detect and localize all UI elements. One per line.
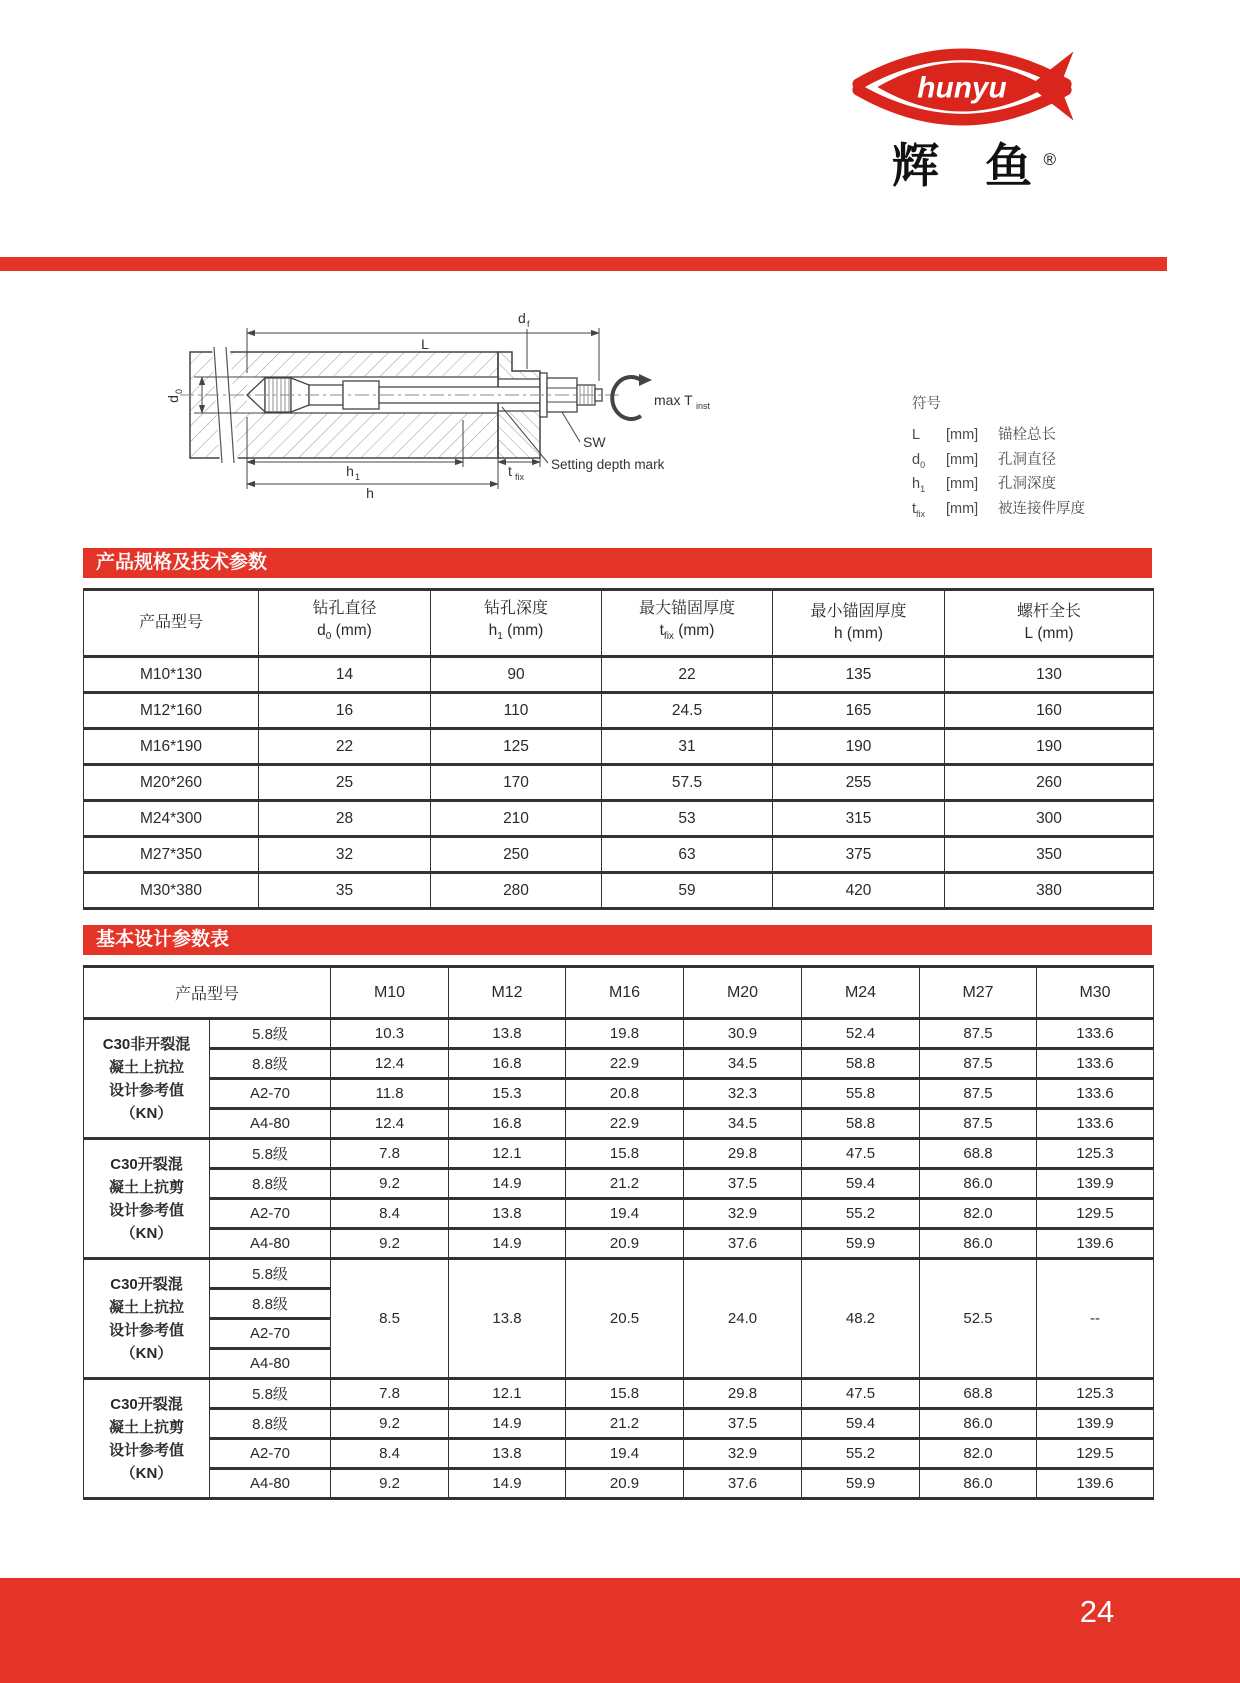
value-cell: 9.2 — [331, 1409, 449, 1439]
value-cell: 59.4 — [802, 1409, 920, 1439]
svg-text:d: d — [165, 395, 181, 403]
brand-char-1: 辉 — [892, 139, 939, 192]
value-cell: 20.5 — [566, 1259, 684, 1379]
dim-fixture-thickness-label: t — [508, 463, 512, 479]
spec-row — [84, 729, 1154, 765]
svg-text:inst: inst — [696, 401, 711, 411]
value-cell: 129.5 — [1037, 1199, 1154, 1229]
value-cell: 255 — [773, 765, 945, 801]
design-row — [84, 1229, 1154, 1259]
value-cell: 15.8 — [566, 1379, 684, 1409]
design-model-col-header: M30 — [1037, 967, 1154, 1019]
value-cell: 82.0 — [920, 1439, 1037, 1469]
value-cell: 32.3 — [684, 1079, 802, 1109]
value-cell: 14.9 — [449, 1169, 566, 1199]
value-cell: 63 — [602, 837, 773, 873]
value-cell: 59.9 — [802, 1229, 920, 1259]
dim-hole-diameter-label — [165, 389, 184, 403]
value-cell: 53 — [602, 801, 773, 837]
value-cell: 58.8 — [802, 1109, 920, 1139]
value-cell: 12.4 — [331, 1109, 449, 1139]
value-cell: 130 — [945, 657, 1154, 693]
value-cell: 25 — [259, 765, 431, 801]
design-section-label-line: （KN） — [120, 1464, 173, 1482]
value-cell: 47.5 — [802, 1139, 920, 1169]
model-cell: M20*260 — [84, 765, 259, 801]
value-cell: -- — [1037, 1259, 1154, 1379]
design-table-header-row — [84, 967, 1154, 1019]
value-cell: 87.5 — [920, 1109, 1037, 1139]
value-cell: 13.8 — [449, 1439, 566, 1469]
design-section-label-line: C30开裂混 — [110, 1155, 183, 1173]
value-cell: 24.5 — [602, 693, 773, 729]
value-cell: 190 — [773, 729, 945, 765]
legend-symbol: $h_1$ — [912, 476, 926, 494]
value-cell: 24.0 — [684, 1259, 802, 1379]
value-cell: 59.4 — [802, 1169, 920, 1199]
dim-min-thickness-label: h — [366, 485, 374, 501]
value-cell: 375 — [773, 837, 945, 873]
grade-cell: A4-80 — [210, 1469, 331, 1499]
dim-total-length-label: L — [421, 336, 429, 352]
grade-cell: A2-70 — [210, 1319, 331, 1349]
spec-header-title: 钻孔直径 — [312, 599, 377, 617]
design-row — [84, 1409, 1154, 1439]
wrench-size-leader — [562, 412, 580, 442]
value-cell: 133.6 — [1037, 1109, 1154, 1139]
value-cell: 160 — [945, 693, 1154, 729]
design-row — [84, 1469, 1154, 1499]
legend-rows — [912, 423, 1192, 521]
value-cell: 133.6 — [1037, 1049, 1154, 1079]
design-section-label-line: 凝土上抗拉 — [108, 1298, 184, 1316]
top-divider-bar — [0, 257, 1167, 271]
design-section-label-line: 设计参考值 — [108, 1081, 184, 1099]
legend-desc: 孔洞直径 — [998, 451, 1056, 468]
spec-header-cell — [259, 590, 431, 657]
value-cell: 12.1 — [449, 1139, 566, 1169]
value-cell: 8.4 — [331, 1199, 449, 1229]
dim-flange-label: d — [518, 310, 526, 326]
value-cell: 86.0 — [920, 1229, 1037, 1259]
grade-cell: 8.8级 — [210, 1409, 331, 1439]
design-model-col-header: M16 — [566, 967, 684, 1019]
grade-cell: 5.8级 — [210, 1379, 331, 1409]
model-cell: M12*160 — [84, 693, 259, 729]
spec-section-header: 产品规格及技术参数 — [83, 548, 1152, 578]
spec-header-symbol: h (mm) — [833, 625, 884, 642]
value-cell: 22 — [259, 729, 431, 765]
page-number: 24 — [1079, 1594, 1115, 1629]
value-cell: 210 — [431, 801, 602, 837]
grade-cell: 8.8级 — [210, 1049, 331, 1079]
value-cell: 48.2 — [802, 1259, 920, 1379]
design-row — [84, 1139, 1154, 1169]
design-section-label-line: （KN） — [120, 1104, 173, 1122]
spec-table-header-row — [84, 590, 1154, 657]
brand-char-2: 鱼 ® — [985, 140, 1032, 192]
value-cell: 190 — [945, 729, 1154, 765]
grade-cell: A2-70 — [210, 1079, 331, 1109]
value-cell: 315 — [773, 801, 945, 837]
design-row — [84, 1199, 1154, 1229]
value-cell: 20.8 — [566, 1079, 684, 1109]
spec-header-symbol: $h_1$ (mm) — [488, 621, 544, 643]
spec-header-title: 产品型号 — [138, 614, 203, 631]
legend-unit: [mm] — [946, 476, 979, 492]
value-cell: 350 — [945, 837, 1154, 873]
design-model-col-header: M10 — [331, 967, 449, 1019]
spec-header-title: 最大锚固厚度 — [638, 599, 735, 617]
value-cell: 32 — [259, 837, 431, 873]
spec-row — [84, 837, 1154, 873]
value-cell: 420 — [773, 873, 945, 909]
grade-cell: 5.8级 — [210, 1259, 331, 1289]
svg-text:f: f — [527, 319, 530, 329]
legend-symbol: $d_0$ — [912, 451, 926, 470]
spec-header-title: 最小锚固厚度 — [810, 603, 907, 620]
brand-name-cn — [846, 140, 1078, 192]
value-cell: 139.6 — [1037, 1469, 1154, 1499]
design-section-label — [84, 1379, 210, 1499]
design-row — [84, 1379, 1154, 1409]
value-cell: 110 — [431, 693, 602, 729]
value-cell: 86.0 — [920, 1469, 1037, 1499]
spec-row — [84, 873, 1154, 909]
value-cell: 13.8 — [449, 1019, 566, 1049]
value-cell: 8.4 — [331, 1439, 449, 1469]
value-cell: 37.5 — [684, 1409, 802, 1439]
value-cell: 29.8 — [684, 1139, 802, 1169]
design-model-col-header: M24 — [802, 967, 920, 1019]
value-cell: 170 — [431, 765, 602, 801]
value-cell: 87.5 — [920, 1049, 1037, 1079]
fixture-plate — [498, 352, 540, 458]
svg-text:0: 0 — [174, 388, 184, 394]
value-cell: 32.9 — [684, 1199, 802, 1229]
value-cell: 19.4 — [566, 1439, 684, 1469]
svg-text:1: 1 — [355, 472, 361, 482]
value-cell: 20.9 — [566, 1229, 684, 1259]
design-section-label-line: （KN） — [120, 1224, 173, 1242]
grade-cell: A4-80 — [210, 1349, 331, 1379]
brand-script-name: hunyu — [917, 71, 1007, 105]
spec-header-title: 钻孔深度 — [483, 599, 548, 617]
value-cell: 20.9 — [566, 1469, 684, 1499]
design-section-label-line: 凝土上抗剪 — [108, 1178, 184, 1196]
model-cell: M16*190 — [84, 729, 259, 765]
legend-symbol: L — [912, 427, 921, 443]
footer-band — [0, 1578, 1240, 1683]
dim-hole-depth-label: h — [346, 463, 354, 479]
spec-header-cell — [945, 590, 1154, 657]
value-cell: 22 — [602, 657, 773, 693]
value-cell: 14 — [259, 657, 431, 693]
design-model-col-header: M27 — [920, 967, 1037, 1019]
value-cell: 19.8 — [566, 1019, 684, 1049]
grade-cell: A2-70 — [210, 1199, 331, 1229]
value-cell: 139.9 — [1037, 1409, 1154, 1439]
grade-cell: A4-80 — [210, 1229, 331, 1259]
svg-text:fix: fix — [515, 472, 524, 482]
value-cell: 59.9 — [802, 1469, 920, 1499]
value-cell: 22.9 — [566, 1109, 684, 1139]
value-cell: 15.3 — [449, 1079, 566, 1109]
design-model-header: 产品型号 — [84, 967, 331, 1019]
grade-cell: 5.8级 — [210, 1019, 331, 1049]
value-cell: 19.4 — [566, 1199, 684, 1229]
spec-header-cell — [773, 590, 945, 657]
value-cell: 59 — [602, 873, 773, 909]
design-section-label — [84, 1019, 210, 1139]
value-cell: 34.5 — [684, 1109, 802, 1139]
design-model-col-header: M12 — [449, 967, 566, 1019]
spec-row — [84, 657, 1154, 693]
value-cell: 47.5 — [802, 1379, 920, 1409]
value-cell: 11.8 — [331, 1079, 449, 1109]
value-cell: 139.6 — [1037, 1229, 1154, 1259]
design-section-label-line: 凝土上抗拉 — [108, 1058, 184, 1076]
design-section-label-line: C30开裂混 — [110, 1275, 183, 1293]
value-cell: 280 — [431, 873, 602, 909]
spec-row — [84, 801, 1154, 837]
grade-cell: 5.8级 — [210, 1139, 331, 1169]
value-cell: 82.0 — [920, 1199, 1037, 1229]
model-cell: M24*300 — [84, 801, 259, 837]
spec-header-cell — [84, 590, 259, 657]
value-cell: 30.9 — [684, 1019, 802, 1049]
design-section-header: 基本设计参数表 — [83, 925, 1152, 955]
value-cell: 22.9 — [566, 1049, 684, 1079]
grade-cell: 8.8级 — [210, 1289, 331, 1319]
value-cell: 21.2 — [566, 1169, 684, 1199]
value-cell: 139.9 — [1037, 1169, 1154, 1199]
value-cell: 7.8 — [331, 1379, 449, 1409]
value-cell: 68.8 — [920, 1379, 1037, 1409]
value-cell: 129.5 — [1037, 1439, 1154, 1469]
design-section-label — [84, 1139, 210, 1259]
wrench-size-label: SW — [583, 434, 606, 450]
value-cell: 135 — [773, 657, 945, 693]
design-row — [84, 1019, 1154, 1049]
value-cell: 37.6 — [684, 1229, 802, 1259]
value-cell: 13.8 — [449, 1259, 566, 1379]
legend-desc: 锚栓总长 — [998, 427, 1056, 443]
spec-header-symbol: $d_0$ (mm) — [317, 621, 372, 643]
spec-header-cell — [602, 590, 773, 657]
value-cell: 68.8 — [920, 1139, 1037, 1169]
spec-row — [84, 693, 1154, 729]
design-row — [84, 1439, 1154, 1469]
value-cell: 37.5 — [684, 1169, 802, 1199]
spec-row — [84, 765, 1154, 801]
design-section-label — [84, 1259, 210, 1379]
value-cell: 300 — [945, 801, 1154, 837]
design-table — [83, 965, 1154, 1500]
value-cell: 13.8 — [449, 1199, 566, 1229]
value-cell: 8.5 — [331, 1259, 449, 1379]
legend-desc: 孔洞深度 — [998, 476, 1056, 492]
dim-fixture-thickness — [498, 458, 540, 467]
spec-header-symbol: $t_{fix}$ (mm) — [659, 621, 715, 643]
dim-flange — [518, 310, 530, 369]
symbol-legend — [912, 392, 1192, 521]
legend-title: 符号 — [912, 396, 941, 412]
design-row — [84, 1169, 1154, 1199]
design-section-label-line: 设计参考值 — [108, 1201, 184, 1219]
value-cell: 9.2 — [331, 1229, 449, 1259]
value-cell: 37.6 — [684, 1469, 802, 1499]
value-cell: 133.6 — [1037, 1019, 1154, 1049]
legend-row — [912, 472, 1192, 497]
legend-unit: [mm] — [946, 451, 979, 468]
design-section-label-line: 设计参考值 — [108, 1321, 184, 1339]
value-cell: 9.2 — [331, 1169, 449, 1199]
value-cell: 86.0 — [920, 1409, 1037, 1439]
design-section-label-line: 设计参考值 — [108, 1441, 184, 1459]
rotation-arrow-icon — [612, 374, 652, 419]
torque-label: max T — [654, 392, 693, 408]
spec-table — [83, 588, 1154, 910]
value-cell: 87.5 — [920, 1079, 1037, 1109]
value-cell: 250 — [431, 837, 602, 873]
grade-cell: A2-70 — [210, 1439, 331, 1469]
value-cell: 86.0 — [920, 1169, 1037, 1199]
design-row — [84, 1109, 1154, 1139]
value-cell: 7.8 — [331, 1139, 449, 1169]
value-cell: 55.8 — [802, 1079, 920, 1109]
value-cell: 125.3 — [1037, 1139, 1154, 1169]
value-cell: 21.2 — [566, 1409, 684, 1439]
value-cell: 12.1 — [449, 1379, 566, 1409]
grade-cell: 8.8级 — [210, 1169, 331, 1199]
value-cell: 28 — [259, 801, 431, 837]
spec-header-symbol: L (mm) — [1024, 625, 1074, 642]
value-cell: 15.8 — [566, 1139, 684, 1169]
value-cell: 52.5 — [920, 1259, 1037, 1379]
legend-unit: [mm] — [946, 500, 979, 517]
design-row — [84, 1259, 1154, 1289]
anchor-bolt-diagram — [150, 295, 840, 530]
value-cell: 133.6 — [1037, 1079, 1154, 1109]
value-cell: 165 — [773, 693, 945, 729]
value-cell: 12.4 — [331, 1049, 449, 1079]
depth-mark-label: Setting depth mark — [551, 457, 665, 472]
value-cell: 380 — [945, 873, 1154, 909]
design-section-label-line: 凝土上抗剪 — [108, 1418, 184, 1436]
spec-header-title: 螺杆全长 — [1016, 603, 1081, 620]
value-cell: 34.5 — [684, 1049, 802, 1079]
grade-cell: A4-80 — [210, 1109, 331, 1139]
design-section-label-line: （KN） — [120, 1344, 173, 1362]
design-row — [84, 1079, 1154, 1109]
spec-header-cell — [431, 590, 602, 657]
value-cell: 55.2 — [802, 1199, 920, 1229]
design-section-label-line: C30非开裂混 — [102, 1035, 191, 1053]
value-cell: 125.3 — [1037, 1379, 1154, 1409]
value-cell: 14.9 — [449, 1229, 566, 1259]
design-section-label-line: C30开裂混 — [110, 1395, 183, 1413]
value-cell: 16.8 — [449, 1109, 566, 1139]
value-cell: 9.2 — [331, 1469, 449, 1499]
value-cell: 29.8 — [684, 1379, 802, 1409]
legend-unit: [mm] — [946, 427, 979, 443]
design-row — [84, 1049, 1154, 1079]
legend-row — [912, 423, 1192, 448]
value-cell: 125 — [431, 729, 602, 765]
value-cell: 16 — [259, 693, 431, 729]
value-cell: 87.5 — [920, 1019, 1037, 1049]
value-cell: 32.9 — [684, 1439, 802, 1469]
design-model-col-header: M20 — [684, 967, 802, 1019]
value-cell: 52.4 — [802, 1019, 920, 1049]
value-cell: 10.3 — [331, 1019, 449, 1049]
registered-mark: ® — [1043, 150, 1056, 169]
value-cell: 14.9 — [449, 1469, 566, 1499]
value-cell: 90 — [431, 657, 602, 693]
model-cell: M27*350 — [84, 837, 259, 873]
model-cell: M10*130 — [84, 657, 259, 693]
legend-symbol: $t_{fix}$ — [912, 500, 926, 519]
value-cell: 16.8 — [449, 1049, 566, 1079]
model-cell: M30*380 — [84, 873, 259, 909]
value-cell: 57.5 — [602, 765, 773, 801]
value-cell: 58.8 — [802, 1049, 920, 1079]
legend-row — [912, 497, 1192, 522]
value-cell: 35 — [259, 873, 431, 909]
legend-desc: 被连接件厚度 — [998, 500, 1085, 517]
value-cell: 55.2 — [802, 1439, 920, 1469]
value-cell: 260 — [945, 765, 1154, 801]
value-cell: 14.9 — [449, 1409, 566, 1439]
value-cell: 31 — [602, 729, 773, 765]
legend-row — [912, 448, 1192, 473]
brand-logo-fish-icon — [846, 36, 1078, 136]
